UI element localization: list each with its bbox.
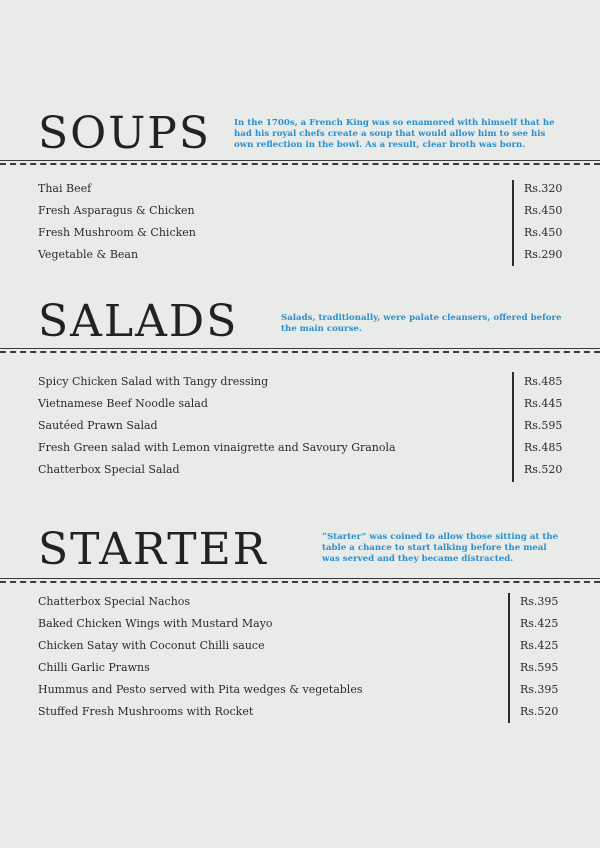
item-price: Rs.395: [520, 595, 559, 608]
section-note: Salads, traditionally, were palate cleansers, offered before the main course.: [281, 313, 562, 334]
section-divider: [0, 160, 600, 165]
item-list: [0, 372, 600, 482]
item-name: Chatterbox Special Nachos: [38, 595, 191, 608]
menu-item: [0, 438, 600, 460]
menu-item: [0, 680, 600, 702]
menu-item: [0, 394, 600, 416]
item-price: Rs.290: [524, 248, 563, 261]
item-price: Rs.450: [524, 226, 563, 239]
item-price: Rs.485: [524, 375, 563, 388]
menu-item: [0, 636, 600, 658]
item-name: Fresh Asparagus & Chicken: [38, 204, 195, 217]
item-price: Rs.595: [524, 419, 563, 432]
item-price: Rs.595: [520, 661, 559, 674]
section-divider: [0, 578, 600, 583]
item-name: Chicken Satay with Coconut Chilli sauce: [38, 639, 265, 652]
menu-item: [0, 223, 600, 245]
item-price: Rs.520: [520, 705, 559, 718]
item-list: [0, 592, 600, 724]
section-title: SOUPS: [38, 108, 212, 159]
menu-item: [0, 416, 600, 438]
item-list: [0, 179, 600, 267]
section-title: SALADS: [38, 296, 239, 347]
item-price: Rs.520: [524, 463, 563, 476]
item-name: Sautéed Prawn Salad: [38, 419, 158, 432]
menu-item: [0, 372, 600, 394]
item-name: Fresh Mushroom & Chicken: [38, 226, 196, 239]
item-name: Stuffed Fresh Mushrooms with Rocket: [38, 705, 254, 718]
item-name: Vietnamese Beef Noodle salad: [38, 397, 208, 410]
section-note: “Starter” was coined to allow those sitting at the table a chance to start talking before the meal was served and they became distracted.: [322, 532, 559, 564]
menu-item: [0, 201, 600, 223]
item-price: Rs.485: [524, 441, 563, 454]
menu-item: [0, 658, 600, 680]
item-name: Baked Chicken Wings with Mustard Mayo: [38, 617, 273, 630]
item-price: Rs.445: [524, 397, 563, 410]
item-price: Rs.320: [524, 182, 563, 195]
menu-item: [0, 460, 600, 482]
menu-item: [0, 245, 600, 267]
section-divider: [0, 348, 600, 353]
item-name: Thai Beef: [38, 182, 92, 195]
item-price: Rs.450: [524, 204, 563, 217]
section-note: In the 1700s, a French King was so enamored with himself that he had his royal chefs create a soup that would allow him to see his own reflection in the bowl. As a result, clear broth was born.: [234, 118, 555, 150]
item-name: Chatterbox Special Salad: [38, 463, 180, 476]
item-name: Hummus and Pesto served with Pita wedges & vegetables: [38, 683, 363, 696]
item-price: Rs.425: [520, 617, 559, 630]
section-title: STARTER: [38, 524, 268, 575]
item-name: Vegetable & Bean: [38, 248, 139, 261]
menu-item: [0, 179, 600, 201]
item-price: Rs.395: [520, 683, 559, 696]
menu-item: [0, 702, 600, 724]
item-name: Spicy Chicken Salad with Tangy dressing: [38, 375, 269, 388]
item-name: Fresh Green salad with Lemon vinaigrette and Savoury Granola: [38, 441, 396, 454]
item-price: Rs.425: [520, 639, 559, 652]
item-name: Chilli Garlic Prawns: [38, 661, 150, 674]
menu-item: [0, 614, 600, 636]
menu-item: [0, 592, 600, 614]
